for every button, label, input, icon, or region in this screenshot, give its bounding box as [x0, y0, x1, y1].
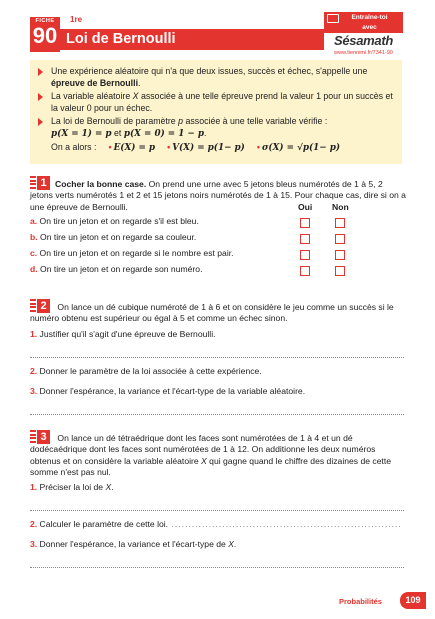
fiche-number: 90 [32, 23, 58, 48]
arrow-bullet-icon [38, 93, 43, 101]
exercise-number: 1 [30, 176, 52, 190]
exercise-text: On prend une urne avec 5 jetons bleus numérotés de 1 à 5, 2 jetons verts numérotés 1 et 2 et 15 jetons noirs numérotés de 1 à 15. Pour chaque cas, dire si on a une épreuve de Bernoulli. [30, 179, 406, 212]
law-formula-2: p(X = 0) = 1 − p [123, 128, 204, 139]
sesamath-line1: Entraîne-toi [351, 14, 388, 21]
exercise-number: 2 [30, 299, 52, 313]
exercise-number: 3 [30, 430, 52, 444]
computer-icon [327, 14, 339, 23]
checkbox-yes[interactable] [300, 234, 310, 244]
checkbox-row: a. On tire un jeton et on regarde s'il est bleu. [30, 216, 408, 232]
definition-box [30, 60, 402, 164]
answer-line[interactable] [30, 357, 404, 358]
checkbox-no[interactable] [335, 266, 345, 276]
definition-item: La loi de Bernoulli de paramètre p associée à une telle variable vérifie : p(X = 1) = p et p(X = 0) = 1 − p. [36, 116, 396, 140]
stddev-formula: σ(X) = √p(1− p) [261, 143, 341, 153]
column-yes: Oui [298, 201, 313, 212]
exercise-instruction: Cocher la bonne case. [55, 179, 147, 189]
sesamath-logo: Sésamath [333, 33, 394, 48]
column-no: Non [332, 201, 349, 212]
arrow-bullet-icon [38, 118, 43, 126]
checkbox-yes[interactable] [300, 266, 310, 276]
fiche-badge [30, 17, 60, 52]
page-number: 109 [400, 592, 426, 609]
variance-formula: V(X) = p(1− p) [172, 143, 245, 153]
checkbox-row: b. On tire un jeton et on regarde sa couleur. [30, 232, 408, 248]
section-label: Probabilités [339, 597, 382, 606]
definition-item: Une expérience aléatoire qui n'a que deux issues, succès et échec, s'appelle une épreuve de Bernoulli. [36, 66, 396, 89]
sesamath-line2: avec [324, 24, 403, 33]
checkbox-no[interactable] [335, 218, 345, 228]
checkbox-row: d. On tire un jeton et on regarde son numéro. [30, 264, 408, 280]
checkbox-yes[interactable] [300, 218, 310, 228]
arrow-bullet-icon [38, 68, 43, 76]
checkbox-row: c. On tire un jeton et on regarde si le nombre est pair. [30, 248, 408, 264]
exercise-2: 2 On lance un dé cubique numéroté de 1 à 6 et on considère le jeu comme un succès si le numéro obtenu est supérieur ou égal à 5 et comme un échec sinon. 1. Justifier qu'il s'agit d'une épreuve de Bernoulli. 2. Donner le paramètre de la loi associée à cette expérience. 3. Donner l'espérance, la variance et l'écart-type de la variable aléatoire. [30, 299, 408, 415]
sesamath-url[interactable]: www.tiennimi.fr/7341-90 [334, 50, 393, 56]
onalors-label: On a alors : [51, 142, 97, 152]
answer-line[interactable] [30, 414, 404, 415]
answer-line[interactable] [30, 567, 404, 568]
expectation-formula: E(X) = p [113, 143, 156, 153]
checkbox-no[interactable] [335, 250, 345, 260]
checkbox-no[interactable] [335, 234, 345, 244]
sesamath-banner [324, 12, 403, 24]
fiche-label: FICHE [35, 18, 55, 24]
definition-item: La variable aléatoire X associée à une telle épreuve prend la valeur 1 pour un succès et la valeur 0 pour un échec. [36, 91, 396, 114]
exercise-text: On lance un dé cubique numéroté de 1 à 6 et on considère le jeu comme un succès si le numéro obtenu est supérieur ou égal à 5 et comme un échec sinon. [30, 302, 394, 324]
exercise-1 [30, 176, 408, 280]
law-formula: p(X = 1) = p [51, 128, 112, 139]
formulas-row: On a alors : • E(X) = p • V(X) = p(1− p) • σ(X) = √p(1− p) [51, 142, 341, 153]
page-title: Loi de Bernoulli [60, 29, 324, 50]
exercise-3: 3 On lance un dé tétraédrique dont les faces sont numérotées de 1 à 4 et un dé dodécaédrique dont les faces sont numérotées de 1 à 12. On additionne les deux numéros obtenus et on considère la variable aléatoire X qui gagne quand le chiffre des dizaines de cette somme n'est pas nul. 1. Préciser la loi de X. 2. Calculer le paramètre de cette loi. .................................................................... 3. Donner l'espérance, la variance et l'écart-type de X. [30, 430, 408, 568]
checkbox-yes[interactable] [300, 250, 310, 260]
level-badge: 1re [70, 15, 83, 24]
sesamath-link[interactable] [324, 12, 403, 62]
answer-line[interactable] [30, 510, 404, 511]
